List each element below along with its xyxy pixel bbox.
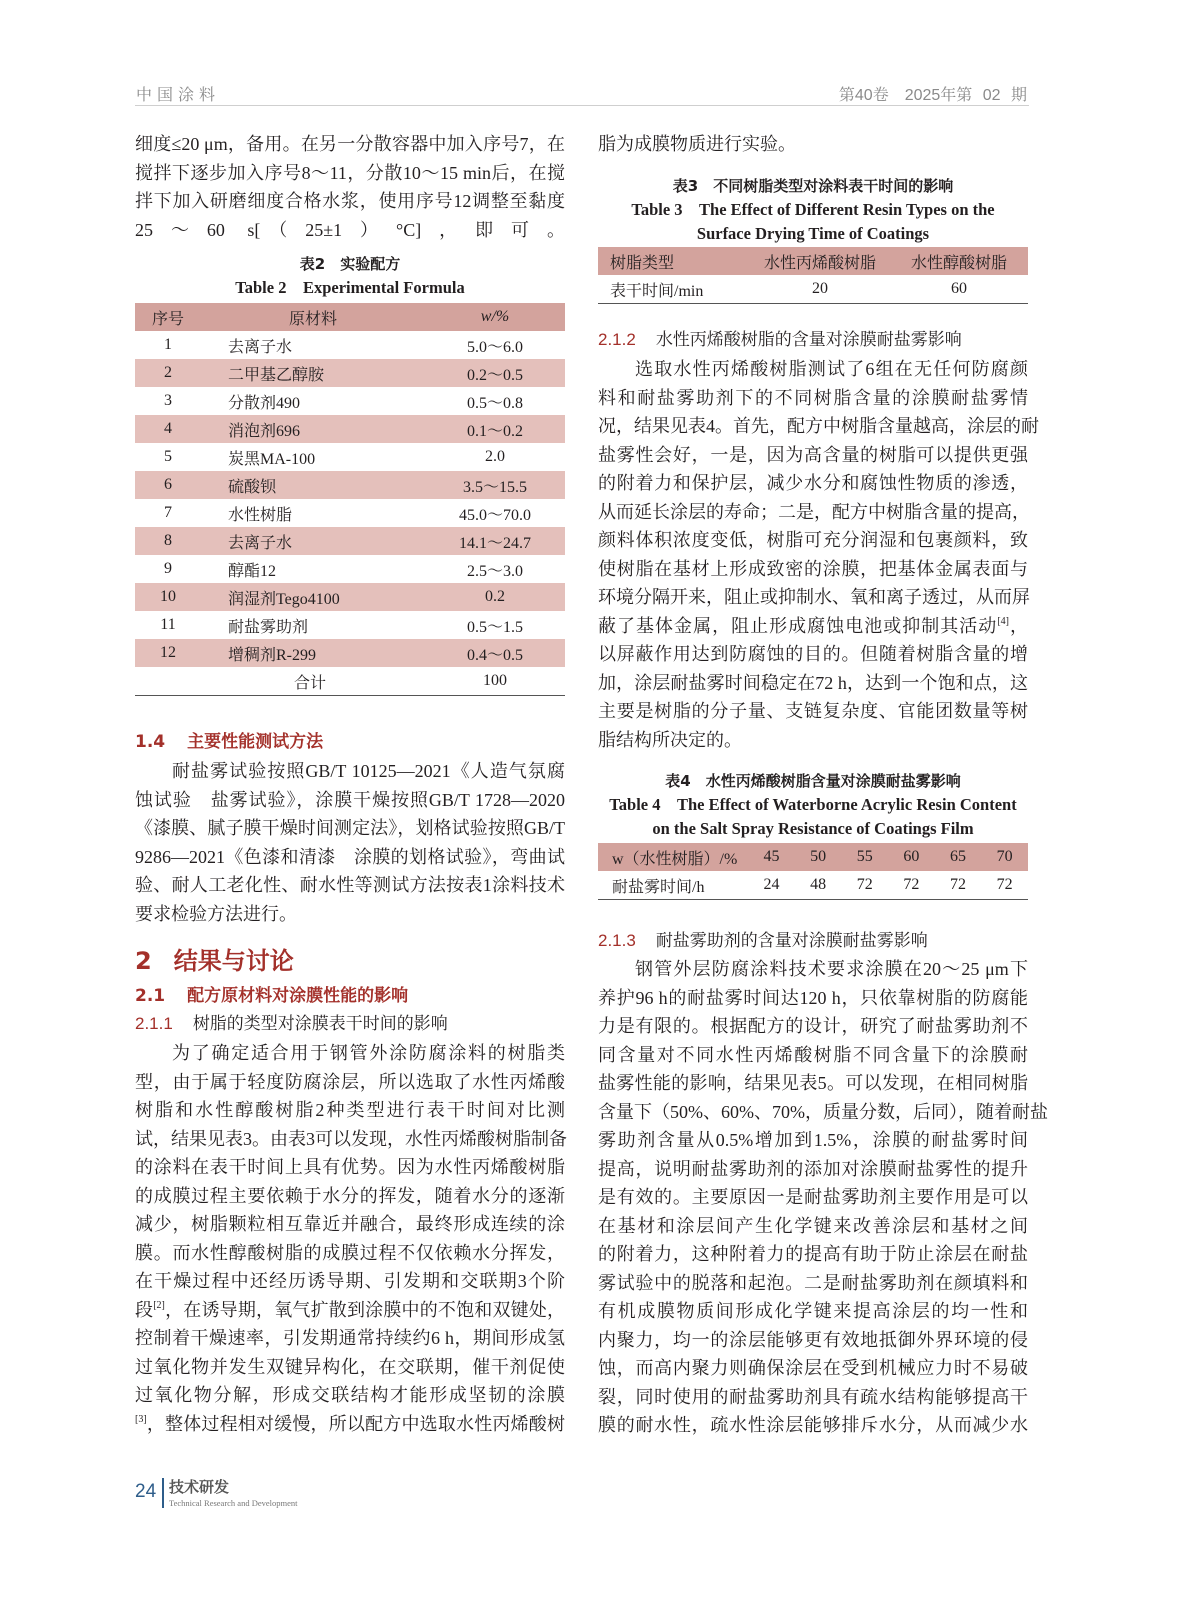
- footer-section-cn: 技术研发: [169, 1478, 230, 1496]
- table2: [135, 303, 565, 696]
- row-number: 5: [164, 448, 172, 465]
- text-line: [135, 786, 565, 815]
- text-line: [135, 159, 565, 188]
- row-material: 二甲基乙醇胺: [228, 366, 325, 384]
- text-line: [598, 697, 1028, 726]
- table4-row-label: 耐盐雾时间/h: [612, 878, 705, 896]
- table3-value-acrylic: 20: [812, 280, 828, 297]
- text-segment: 蚀，而高内聚力则确保涂层在受到机械应力时不易破: [598, 1358, 1028, 1378]
- text-segment: 主要是树脂的分子量、支链复杂度、官能团数量等树: [598, 701, 1028, 721]
- citation: [3]: [135, 1413, 147, 1425]
- citation: [2]: [153, 1299, 165, 1311]
- text-line: [135, 1039, 565, 1068]
- table3-header-alkyd: 水性醇酸树脂: [910, 254, 1007, 272]
- table4-header-row: [598, 843, 1028, 871]
- text-segment: 颜料体积浓度变低，树脂可充分润湿和包裹颜料，致: [598, 530, 1028, 550]
- text-segment: 《漆膜、腻子膜干燥时间测定法》，划格试验按照GB/T: [135, 818, 565, 838]
- text-line: [135, 187, 565, 216]
- row-material: 增稠剂R-299: [228, 646, 317, 664]
- intro-paragraph: [135, 130, 565, 244]
- row-number: 2: [164, 364, 172, 381]
- text-line: [135, 1410, 565, 1439]
- resin-content: 55: [856, 848, 873, 865]
- text-segment: 要求检验方法进行。: [135, 903, 297, 924]
- text-line: [598, 1269, 1028, 1298]
- text-line: [598, 640, 1028, 669]
- resin-content: 60: [903, 848, 920, 865]
- text-line: [135, 1125, 565, 1154]
- table-row: [135, 331, 565, 359]
- section-title: 结果与讨论: [173, 947, 294, 975]
- text-segment: 蔽了基体金属，阻止形成腐蚀电池或抑制其活动: [598, 615, 998, 636]
- section-title: 配方原材料对涂膜性能的影响: [187, 986, 409, 1006]
- row-material: 醇酯12: [228, 562, 277, 580]
- text-segment: 脂结构所决定的。: [598, 729, 742, 750]
- row-w: 5.0～6.0: [466, 338, 523, 356]
- text-segment: 过氧化物分解，形成交联结构才能形成坚韧的涂膜: [135, 1385, 565, 1405]
- text-line: [598, 1212, 1028, 1241]
- section-title: 水性丙烯酸树脂的含量对涂膜耐盐雾影响: [655, 330, 962, 349]
- text-segment: 试，结果见表3。由表3可以发现，水性丙烯酸树脂制备: [135, 1128, 567, 1149]
- row-w: 2.0: [485, 448, 505, 465]
- text-segment: 拌下加入研磨细度合格水浆，使用序号12调整至黏度: [135, 191, 565, 211]
- text-segment: ，在诱导期，氧气扩散到涂膜中的不饱和双键处，: [164, 1299, 566, 1320]
- table2-header-w: w/%: [480, 308, 510, 325]
- row-material: 消泡剂696: [228, 422, 301, 440]
- table2-header-row: [135, 303, 565, 331]
- table-row: [135, 415, 565, 443]
- text-line: [598, 1098, 1048, 1127]
- text-line: [135, 843, 565, 872]
- text-segment: 况，结果见表4。首先，配方中树脂含量越高，涂层的耐: [598, 416, 1039, 436]
- text-line: [135, 1068, 565, 1097]
- text-segment: 树脂和水性醇酸树脂2种类型进行表干时间对比测: [135, 1100, 565, 1120]
- text-line: [598, 726, 1028, 755]
- table3-caption-en-2: Surface Drying Time of Coatings: [696, 224, 930, 243]
- text-segment: 的附着力和保护层，减少水分和腐蚀性物质的渗透，: [598, 473, 1028, 493]
- text-segment: 25～60 s[（25±1）°C]，即可。: [135, 219, 565, 240]
- text-line: [598, 412, 1039, 441]
- row-number: 3: [164, 392, 172, 409]
- text-line: [598, 384, 1028, 413]
- table4: [598, 843, 1028, 900]
- text-line: [598, 1240, 1028, 1269]
- resin-content: 45: [763, 848, 780, 865]
- text-segment: 含量下（50%、60%、70%，质量分数，后同），随着耐盐: [598, 1101, 1048, 1122]
- row-w: 0.4～0.5: [466, 646, 523, 664]
- text-line: [135, 216, 565, 245]
- text-segment: 从而延长涂层的寿命；二是，配方中树脂含量的提高，: [598, 501, 1030, 522]
- text-line: [135, 1182, 565, 1211]
- text-line: [135, 1296, 565, 1325]
- text-segment: 过氧化物并发生双键异构化，在交联期，催干剂促使: [135, 1356, 565, 1377]
- table4-header-label: w（水性树脂）/%: [612, 850, 738, 868]
- text-segment: 环境分隔开来，阻止或抑制水、氧和离子透过，从而屏: [598, 587, 1030, 607]
- text-segment: 9286—2021《色漆和清漆 涂膜的划格试验》，弯曲试: [135, 846, 565, 867]
- text-line: [598, 355, 1028, 384]
- table4-row: [598, 871, 1028, 900]
- row-number: 12: [160, 644, 176, 661]
- row-material: 分散剂490: [228, 394, 301, 412]
- text-line: [598, 984, 1028, 1013]
- table-row: [135, 387, 565, 415]
- text-segment: 盐雾性会好，一是，因为高含量的树脂可以提供更强: [598, 444, 1028, 465]
- section-2-1-3-heading: [598, 927, 1028, 955]
- text-segment: 钢管外层防腐涂料技术要求涂膜在20～25 μm下: [635, 959, 1028, 979]
- row-number: 6: [164, 476, 172, 493]
- text-segment: 在干燥过程中还经历诱导期、引发期和交联期3个阶: [135, 1271, 565, 1291]
- row-material: 硫酸钡: [228, 478, 277, 496]
- text-line: [135, 1096, 565, 1125]
- table-total-row: [135, 667, 565, 696]
- text-segment: 在基材和涂层间产生化学键来改善涂层和基材之间: [598, 1215, 1028, 1236]
- row-number: 1: [164, 336, 172, 353]
- salt-spray-hours: 24: [763, 876, 780, 893]
- row-material: 耐盐雾助剂: [228, 618, 309, 636]
- text-segment: 以屏蔽作用达到防腐蚀的目的。但随着树脂含量的增: [598, 644, 1028, 664]
- text-segment: 力是有限的。根据配方的设计，研究了耐盐雾助剂不: [598, 1016, 1028, 1036]
- section-1-4-heading: [135, 728, 565, 756]
- text-line: [135, 900, 565, 929]
- table4-caption: [598, 769, 1028, 841]
- text-line: [598, 583, 1028, 612]
- text-segment: 减少，树脂颗粒相互靠近并融合，最终形成连续的涂: [135, 1214, 565, 1234]
- section-number: 2.1.3: [598, 931, 636, 950]
- text-segment: 内聚力，均一的涂层能够更有效地抵御外界环境的侵: [598, 1329, 1028, 1350]
- text-segment: 为了确定适合用于钢管外涂防腐涂料的树脂类: [172, 1043, 565, 1063]
- text-line: [135, 1324, 565, 1353]
- section-title: 树脂的类型对涂膜表干时间的影响: [192, 1014, 448, 1033]
- text-segment: 雾助剂含量从0.5%增加到1.5%，涂膜的耐盐雾时间: [598, 1130, 1028, 1150]
- text-segment: 搅拌下逐步加入序号8～11，分散10～15 min后，在搅: [135, 162, 565, 183]
- section-number: 2: [135, 947, 152, 975]
- text-line: [135, 871, 565, 900]
- row-number: 11: [160, 616, 176, 633]
- text-line: [598, 1326, 1028, 1355]
- row-w: 45.0～70.0: [458, 506, 531, 524]
- resin-content: 70: [996, 848, 1013, 865]
- table3-caption-cn: 表3 不同树脂类型对涂料表干时间的影响: [672, 177, 954, 195]
- text-line: [598, 669, 1028, 698]
- section-2-1-2-paragraph: [598, 355, 1039, 754]
- journal-name: 中国涂料: [136, 87, 221, 104]
- text-line: [598, 1041, 1028, 1070]
- section-number: 2.1: [135, 986, 166, 1006]
- text-segment: 脂为成膜物质进行实验。: [598, 134, 796, 154]
- section-2-1-1-heading: [135, 1010, 565, 1038]
- salt-spray-hours: 72: [996, 876, 1013, 893]
- total-label: 合计: [293, 674, 326, 692]
- row-w: 14.1～24.7: [458, 534, 531, 552]
- section-2-1-1-paragraph: [135, 1039, 565, 1438]
- row-w: 3.5～15.5: [462, 478, 527, 496]
- salt-spray-hours: 72: [903, 876, 920, 893]
- table4-caption-cn: 表4 水性丙烯酸树脂含量对涂膜耐盐雾影响: [665, 772, 961, 790]
- table-row: [135, 639, 565, 667]
- text-line: [135, 814, 565, 843]
- row-w: 0.2: [485, 588, 505, 605]
- row-w: 0.5～0.8: [466, 394, 523, 412]
- text-segment: 型，由于属于轻度防腐涂层，所以选取了水性丙烯酸: [135, 1071, 565, 1092]
- table3-header-row: [598, 247, 1028, 275]
- row-w: 0.2～0.5: [466, 366, 523, 384]
- text-segment: 验、耐人工老化性、耐水性等测试方法按表1涂料技术: [135, 875, 565, 895]
- section-title: 耐盐雾助剂的含量对涂膜耐盐雾影响: [655, 931, 928, 950]
- text-line: [598, 955, 1028, 984]
- section-2-1-heading: [135, 982, 565, 1010]
- text-segment: 细度≤20 μm，备用。在另一分散容器中加入序号7，在: [135, 134, 565, 154]
- table4-caption-en-2: on the Salt Spray Resistance of Coatings Film: [652, 819, 974, 838]
- table-row: [135, 611, 565, 639]
- text-line: [598, 1354, 1028, 1383]
- text-line: [598, 1383, 1028, 1412]
- text-line: [135, 1153, 565, 1182]
- section-number: 1.4: [135, 732, 166, 752]
- text-line: [598, 1126, 1028, 1155]
- text-segment: 提高，说明耐盐雾助剂的添加对涂膜耐盐雾性的提升: [598, 1158, 1028, 1179]
- text-segment: 养护96 h的耐盐雾时间达120 h，只依靠树脂的防腐能: [598, 987, 1028, 1008]
- text-segment: 膜。而水性醇酸树脂的成膜过程不仅依赖水分挥发，: [135, 1242, 565, 1263]
- text-segment: 蚀试验 盐雾试验》，涂膜干燥按照GB/T 1728—2020: [135, 789, 565, 810]
- text-segment: 使树脂在基材上形成致密的涂膜，把基体金属表面与: [598, 558, 1028, 579]
- table3-value-alkyd: 60: [951, 280, 967, 297]
- footer-divider: [162, 1478, 164, 1508]
- row-number: 8: [164, 532, 172, 549]
- table2-caption-cn: 表2 实验配方: [299, 255, 401, 273]
- text-segment: 的附着力，这种附着力的提高有助于防止涂层在耐盐: [598, 1244, 1028, 1264]
- row-w: 0.1～0.2: [466, 422, 523, 440]
- salt-spray-hours: 72: [949, 876, 966, 893]
- text-line: [598, 130, 1028, 159]
- table-row: [135, 499, 565, 527]
- text-segment: 雾试验中的脱落和起泡。二是耐盐雾助剂在颜填料和: [598, 1272, 1028, 1293]
- row-material: 去离子水: [228, 338, 293, 356]
- table-row: [135, 359, 565, 387]
- text-line: [598, 1183, 1028, 1212]
- text-line: [598, 526, 1028, 555]
- table-row: [135, 471, 565, 499]
- text-line: [598, 1155, 1028, 1184]
- row-w: 0.5～1.5: [466, 618, 523, 636]
- row-number: 4: [164, 420, 172, 437]
- text-segment: ，: [1008, 615, 1028, 636]
- table-row: [135, 443, 565, 471]
- citation: [4]: [997, 615, 1009, 627]
- text-line: [598, 1069, 1028, 1098]
- section-2-heading: [135, 944, 565, 978]
- footer-section-en: Technical Research and Development: [169, 1498, 298, 1508]
- table3-caption-en-1: Table 3 The Effect of Different Resin Types on the: [631, 200, 995, 219]
- section-2-1-2-heading: [598, 326, 1028, 354]
- table-row: [135, 583, 565, 611]
- text-segment: 段: [135, 1299, 154, 1320]
- text-segment: 裂，同时使用的耐盐雾助剂具有疏水结构能够提高干: [598, 1386, 1028, 1407]
- text-segment: 的涂料在表干时间上具有优势。因为水性丙烯酸树脂: [135, 1157, 565, 1177]
- text-line: [598, 1411, 1028, 1440]
- text-segment: 的成膜过程主要依赖于水分的挥发，随着水分的逐渐: [135, 1185, 565, 1206]
- row-number: 10: [160, 588, 176, 605]
- section-title: 主要性能测试方法: [187, 732, 324, 752]
- text-line: [598, 612, 1028, 641]
- text-segment: 料和耐盐雾助剂下的不同树脂含量的涂膜耐盐雾情: [598, 387, 1028, 408]
- text-segment: 膜的耐水性，疏水性涂层能够排斥水分，从而减少水: [598, 1415, 1028, 1435]
- text-segment: 盐雾性能的影响，结果见表5。可以发现，在相同树脂: [598, 1073, 1028, 1093]
- text-line: [135, 1210, 565, 1239]
- table-row: [135, 527, 565, 555]
- text-line: [598, 441, 1028, 470]
- table2-caption-en: Table 2 Experimental Formula: [235, 278, 465, 297]
- row-material: 水性树脂: [228, 506, 293, 524]
- row-number: 9: [164, 560, 172, 577]
- text-segment: 同含量对不同水性丙烯酸树脂不同含量下的涂膜耐: [598, 1044, 1028, 1065]
- continued-paragraph: [598, 130, 1028, 159]
- table3-row: [598, 275, 1028, 304]
- total-value: 100: [483, 672, 507, 689]
- salt-spray-hours: 72: [856, 876, 873, 893]
- table4-caption-en-1: Table 4 The Effect of Waterborne Acrylic Resin Content: [609, 795, 1017, 814]
- section-number: 2.1.1: [135, 1014, 173, 1033]
- table3-header-acrylic: 水性丙烯酸树脂: [763, 254, 876, 272]
- text-line: [598, 498, 1028, 527]
- text-segment: 是有效的。主要原因一是耐盐雾助剂主要作用是可以: [598, 1187, 1028, 1207]
- text-line: [135, 1267, 565, 1296]
- text-line: [135, 1353, 565, 1382]
- table3-row-label: 表干时间/min: [610, 282, 704, 300]
- table2-caption: [135, 252, 565, 300]
- row-material: 炭黑MA-100: [228, 450, 316, 468]
- text-segment: 选取水性丙烯酸树脂测试了6组在无任何防腐颜: [635, 359, 1028, 379]
- text-segment: ，整体过程相对缓慢，所以配方中选取水性丙烯酸树: [146, 1413, 565, 1434]
- text-line: [598, 469, 1028, 498]
- table-row: [135, 555, 565, 583]
- text-line: [135, 1381, 565, 1410]
- table3: [598, 247, 1028, 304]
- text-line: [135, 130, 565, 159]
- text-line: [135, 1239, 565, 1268]
- text-segment: 有机成膜物质间形成化学键来提高涂层的均一性和: [598, 1301, 1028, 1321]
- table2-header-material: 原材料: [288, 310, 337, 328]
- text-segment: 耐盐雾试验按照GB/T 10125—2021《人造气氛腐: [172, 761, 565, 781]
- salt-spray-hours: 48: [810, 876, 827, 893]
- row-w: 2.5～3.0: [466, 562, 523, 580]
- text-line: [598, 1012, 1028, 1041]
- section-2-1-3-paragraph: [598, 955, 1048, 1440]
- table3-header-type: 树脂类型: [610, 254, 675, 272]
- issue-info: 第40卷 2025年第 02 期: [838, 87, 1027, 104]
- text-line: [598, 555, 1028, 584]
- section-number: 2.1.2: [598, 330, 636, 349]
- resin-content: 50: [810, 848, 827, 865]
- text-segment: 加，涂层耐盐雾时间稳定在72 h，达到一个饱和点，这: [598, 672, 1028, 693]
- text-segment: 控制着干燥速率，引发期通常持续约6 h，期间形成氢: [135, 1328, 565, 1348]
- row-number: 7: [164, 504, 172, 521]
- text-line: [598, 1297, 1028, 1326]
- table2-header-no: 序号: [151, 310, 184, 328]
- text-line: [135, 757, 565, 786]
- row-material: 润湿剂Tego4100: [228, 590, 340, 608]
- header-rule: [135, 105, 1029, 106]
- section-1-4-paragraph: [135, 757, 565, 928]
- page-number: 24: [135, 1481, 157, 1502]
- table3-caption: [598, 174, 1028, 246]
- row-material: 去离子水: [228, 534, 293, 552]
- resin-content: 65: [949, 848, 966, 865]
